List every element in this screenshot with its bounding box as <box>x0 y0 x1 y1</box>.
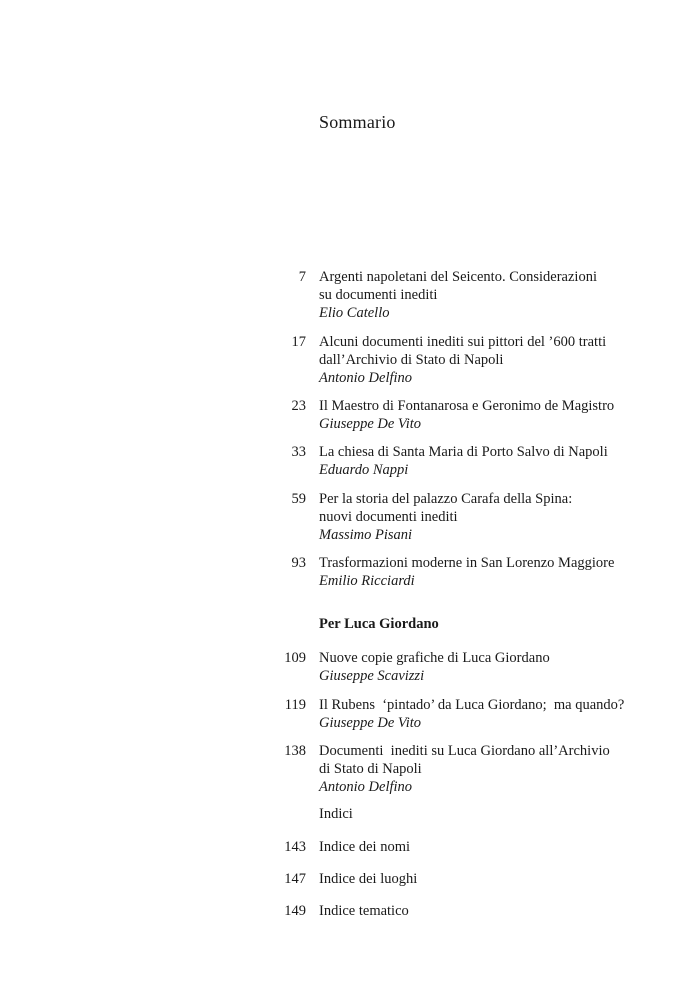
toc-author: Elio Catello <box>319 305 390 321</box>
toc-title: Trasformazioni moderne in San Lorenzo Maggiore <box>319 555 615 571</box>
indici-heading: Indici <box>319 806 353 822</box>
toc-author: Antonio Delfino <box>319 370 413 386</box>
toc-author: Emilio Ricciardi <box>319 573 415 589</box>
toc-title: Il Maestro di Fontanarosa e Geronimo de Magistro <box>319 398 615 414</box>
toc-title: su documenti inediti <box>319 287 438 303</box>
toc-author: Giuseppe De Vito <box>319 715 422 731</box>
toc-page-number: 33 <box>291 444 306 460</box>
toc-title: Il Rubens ‘pintado’ da Luca Giordano; ma quando? <box>319 697 625 713</box>
toc-author: Antonio Delfino <box>319 779 413 795</box>
toc-author: Giuseppe De Vito <box>319 416 422 432</box>
toc-page-number: 109 <box>284 650 306 666</box>
section-heading: Per Luca Giordano <box>319 616 439 632</box>
toc-title: nuovi documenti inediti <box>319 509 458 525</box>
toc-title: Per la storia del palazzo Carafa della Spina: <box>319 491 573 507</box>
toc-author: Massimo Pisani <box>319 527 413 543</box>
toc-page-number: 93 <box>291 555 306 571</box>
toc-page-number: 119 <box>284 697 306 713</box>
toc-title: Argenti napoletani del Seicento. Considerazioni <box>319 269 597 285</box>
toc-title: dall’Archivio di Stato di Napoli <box>319 352 504 368</box>
toc-title: Nuove copie grafiche di Luca Giordano <box>319 650 550 666</box>
toc-title: Alcuni documenti inediti sui pittori del ’600 tratti <box>319 334 607 350</box>
toc-title: Indice dei luoghi <box>319 871 418 887</box>
toc-page-number: 59 <box>291 491 306 507</box>
toc-author: Eduardo Nappi <box>319 462 409 478</box>
toc-page-number: 17 <box>291 334 306 350</box>
toc-title: Documenti inediti su Luca Giordano all’Archivio <box>319 743 610 759</box>
toc-page-number: 147 <box>284 871 306 887</box>
page-title: Sommario <box>319 112 396 132</box>
toc-title: Indice dei nomi <box>319 839 411 855</box>
toc-author: Giuseppe Scavizzi <box>319 668 425 684</box>
toc-title: di Stato di Napoli <box>319 761 422 777</box>
toc-page-number: 138 <box>284 743 306 759</box>
toc-page-number: 7 <box>298 269 306 285</box>
toc-title: Indice tematico <box>319 903 409 919</box>
toc-page-number: 23 <box>291 398 306 414</box>
toc-title: La chiesa di Santa Maria di Porto Salvo di Napoli <box>319 444 608 460</box>
toc-page-number: 143 <box>284 839 306 855</box>
toc-page-number: 149 <box>284 903 306 919</box>
